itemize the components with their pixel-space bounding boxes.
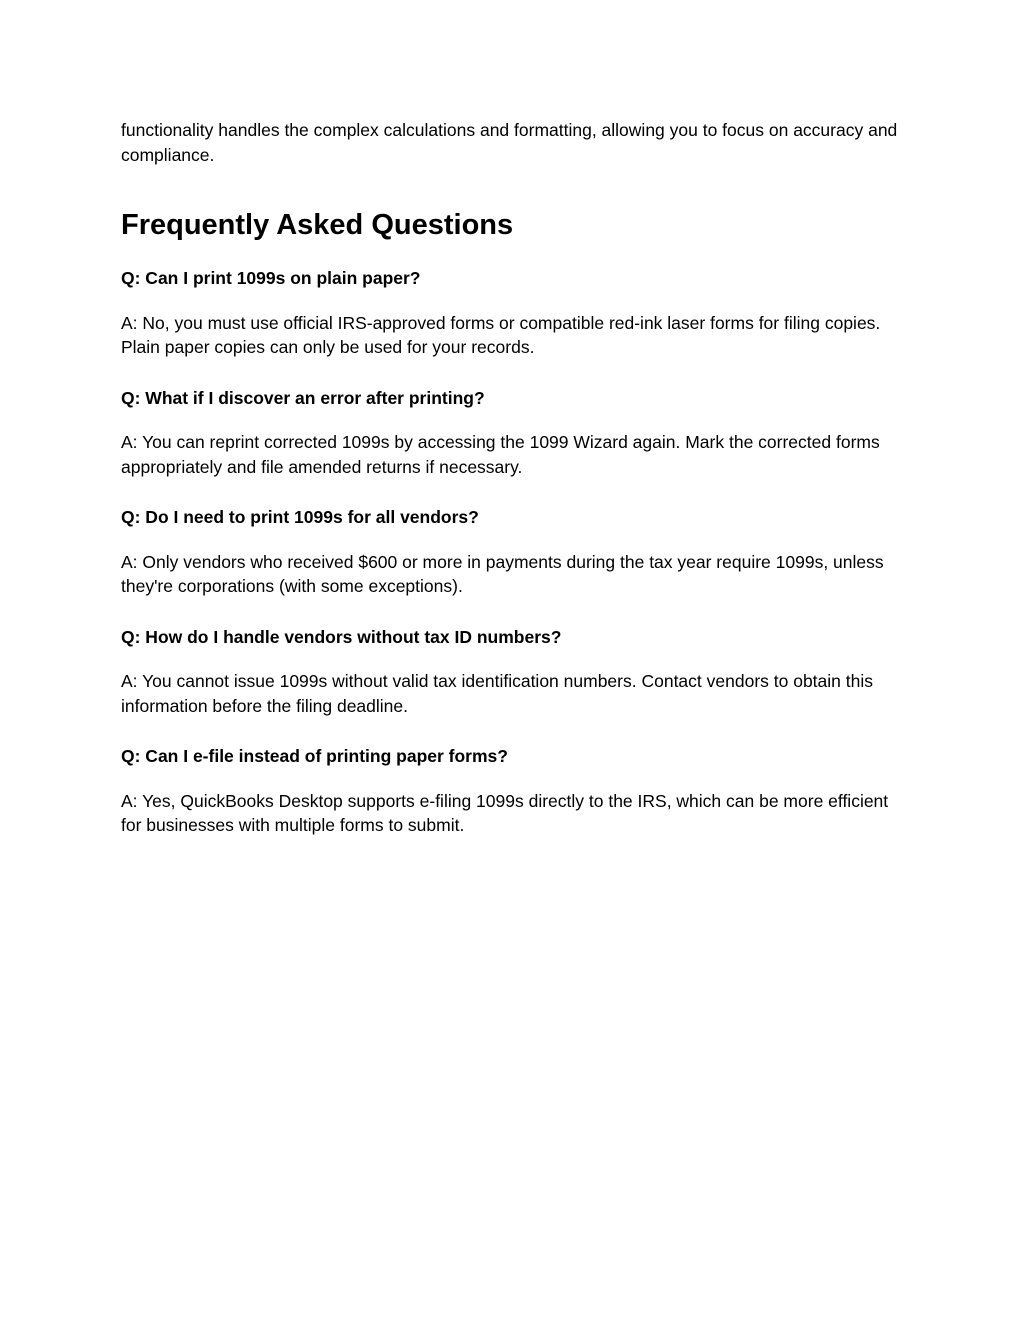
faq-question: Q: Can I print 1099s on plain paper? [121,268,421,288]
faq-answer: A: No, you must use official IRS-approved forms or compatible red-ink laser forms for filing copies. Plain paper copies can only be used for your records. [121,312,881,357]
faq-list [121,266,911,838]
faq-question: Q: What if I discover an error after printing? [121,387,485,408]
intro-paragraph: functionality handles the complex calculations and formatting, allowing you to focus on accuracy and compliance. [121,120,898,165]
faq-item [121,266,911,360]
faq-question: Q: Can I e-file instead of printing paper forms? [121,746,508,766]
faq-item [121,625,911,719]
faq-item [121,505,911,599]
document-page [121,118,911,838]
faq-question: Q: How do I handle vendors without tax ID numbers? [121,626,562,647]
faq-answer: A: You can reprint corrected 1099s by accessing the 1099 Wizard again. Mark the corrected forms appropriately and file amended returns if necessary. [121,432,880,477]
faq-question: Q: Do I need to print 1099s for all vendors? [121,507,479,527]
faq-item [121,744,911,838]
faq-item [121,386,911,480]
faq-answer: A: Only vendors who received $600 or more in payments during the tax year require 1099s, unless they're corporations (with some exceptions). [121,551,884,596]
faq-answer: A: Yes, QuickBooks Desktop supports e-filing 1099s directly to the IRS, which can be more efficient for businesses with multiple forms to submit. [121,790,889,835]
faq-answer: A: You cannot issue 1099s without valid tax identification numbers. Contact vendors to obtain this information before the filing deadline. [121,671,873,716]
faq-heading: Frequently Asked Questions [121,209,514,241]
